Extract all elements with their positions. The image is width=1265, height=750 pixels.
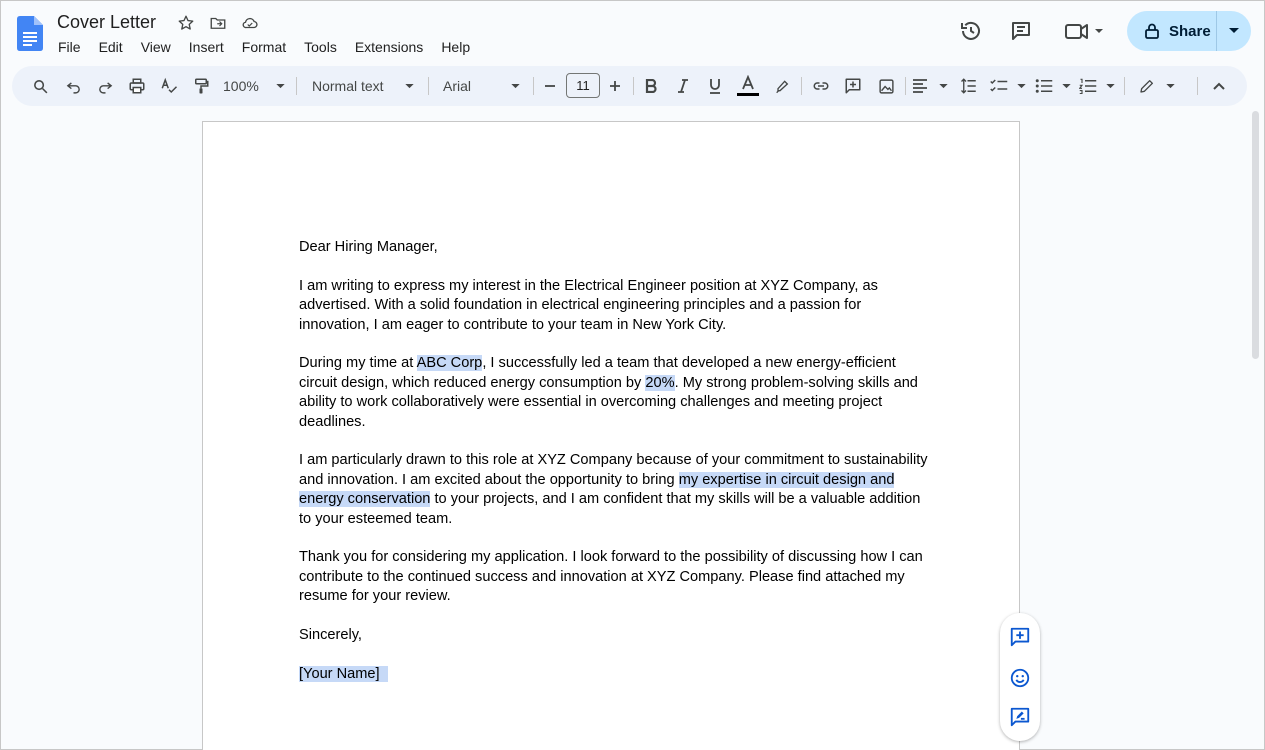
menu-extensions[interactable]: Extensions — [354, 39, 424, 55]
share-label: Share — [1169, 22, 1211, 40]
toolbar-divider — [801, 77, 802, 95]
zoom-value: 100% — [223, 78, 259, 94]
decrease-font-size-icon[interactable] — [541, 74, 559, 98]
share-button[interactable] — [1127, 11, 1217, 51]
menu-bar — [49, 37, 479, 57]
bulleted-list-select[interactable] — [1035, 74, 1071, 98]
font-size-input[interactable]: 11 — [566, 73, 600, 98]
scrollbar-thumb[interactable] — [1252, 111, 1259, 359]
document-canvas — [1, 109, 1249, 750]
document-page[interactable] — [202, 121, 1020, 750]
toolbar-divider — [428, 77, 429, 95]
font-value: Arial — [443, 78, 472, 94]
formatting-toolbar — [12, 66, 1247, 106]
paragraph-4: Thank you for considering my application. I look forward to the possibility of discussing how I can contribute to the continued success and innovation at XYZ Company. Please find attached my resume for your review. — [299, 549, 923, 605]
side-actions-panel — [1000, 613, 1040, 741]
toolbar-divider — [905, 77, 906, 95]
chevron-down-icon — [1229, 28, 1239, 34]
spelling-check-icon[interactable] — [158, 74, 180, 98]
checklist-select[interactable] — [990, 74, 1026, 98]
chevron-down-icon — [1106, 84, 1115, 89]
font-select[interactable] — [443, 74, 520, 98]
paint-format-icon[interactable] — [190, 74, 212, 98]
highlighted-text: [Your Name] — [299, 666, 388, 682]
chevron-down-icon — [939, 84, 948, 89]
print-icon[interactable] — [126, 74, 148, 98]
toolbar-divider — [1124, 77, 1125, 95]
document-body[interactable] — [299, 238, 929, 704]
vertical-scrollbar[interactable] — [1249, 109, 1264, 750]
numbered-list-icon — [1079, 78, 1097, 94]
menu-help[interactable]: Help — [441, 39, 471, 55]
pencil-icon — [1139, 78, 1155, 94]
bulleted-list-icon — [1035, 78, 1053, 94]
insert-link-icon[interactable] — [810, 74, 832, 98]
zoom-select[interactable] — [223, 74, 285, 98]
increase-font-size-icon[interactable] — [606, 74, 624, 98]
text-run: to your projects, and I am confident that my skills will be a valuable addition to your esteemed team. — [299, 491, 921, 527]
share-options-button[interactable] — [1217, 11, 1251, 51]
hide-menus-icon[interactable] — [1208, 74, 1230, 98]
title-bar — [1, 1, 1264, 65]
document-title[interactable]: Cover Letter — [57, 12, 157, 32]
insert-comment-icon[interactable] — [842, 74, 864, 98]
meet-icon[interactable] — [1063, 19, 1107, 43]
menu-view[interactable]: View — [140, 39, 171, 55]
highlight-color-icon[interactable] — [771, 74, 793, 98]
editing-mode-select[interactable] — [1139, 74, 1175, 98]
paragraph-style-select[interactable] — [312, 74, 414, 98]
chevron-down-icon — [276, 84, 285, 89]
toolbar-divider — [296, 77, 297, 95]
text-run: , I successfully led a team that developed a new energy-efficient circuit design, which reduced energy consumption by — [299, 355, 896, 391]
align-select[interactable] — [912, 74, 948, 98]
add-comment-icon[interactable] — [1008, 625, 1032, 649]
star-icon[interactable] — [176, 13, 196, 33]
chevron-down-icon — [1062, 84, 1071, 89]
menu-tools[interactable]: Tools — [304, 39, 337, 55]
docs-logo-icon[interactable] — [17, 16, 43, 51]
chevron-down-icon — [1166, 84, 1175, 89]
line-spacing-icon[interactable] — [958, 74, 980, 98]
lock-icon — [1145, 23, 1159, 39]
italic-icon[interactable] — [672, 74, 694, 98]
search-menus-icon[interactable] — [29, 74, 51, 98]
chevron-down-icon — [511, 84, 520, 89]
toolbar-divider — [533, 77, 534, 95]
chevron-down-icon — [405, 84, 414, 89]
text-color-icon[interactable] — [736, 74, 760, 98]
comments-icon[interactable] — [1009, 19, 1033, 43]
highlighted-text: ABC Corp — [416, 355, 483, 372]
align-left-icon — [912, 78, 928, 94]
greeting: Dear Hiring Manager, — [299, 239, 438, 255]
share-group — [1127, 11, 1251, 51]
toolbar-divider — [633, 77, 634, 95]
highlighted-text: 20% — [645, 374, 675, 391]
menu-insert[interactable]: Insert — [188, 39, 224, 55]
bold-icon[interactable] — [640, 74, 662, 98]
emoji-reaction-icon[interactable] — [1008, 666, 1032, 690]
move-to-folder-icon[interactable] — [208, 13, 228, 33]
redo-icon[interactable] — [94, 74, 116, 98]
paragraph-3 — [299, 451, 929, 529]
paragraph-1: I am writing to express my interest in the Electrical Engineer position at XYZ Company, as advertised. With a solid foundation in electrical engineering principles and a passion for innovation, I am eager to contribute to your team in New York City. — [299, 277, 878, 333]
checklist-icon — [990, 78, 1008, 94]
menu-format[interactable]: Format — [241, 39, 287, 55]
suggest-edits-icon[interactable] — [1008, 705, 1032, 729]
signature-line — [299, 665, 929, 684]
underline-icon[interactable] — [704, 74, 726, 98]
cloud-saved-icon[interactable] — [240, 13, 260, 33]
insert-image-icon[interactable] — [875, 74, 897, 98]
text-run: I am particularly drawn to this role at XYZ Company because of your commitment to sustainability and innovation. I am excited about the opportunity to bring — [299, 452, 928, 488]
menu-edit[interactable]: Edit — [98, 39, 123, 55]
highlighted-text: my expertise in circuit design and energy conservation — [299, 471, 895, 508]
paragraph-style-value: Normal text — [312, 78, 384, 94]
closing: Sincerely, — [299, 627, 362, 644]
toolbar-divider — [1197, 77, 1198, 95]
undo-icon[interactable] — [62, 74, 84, 98]
text-run: During my time at — [299, 355, 417, 372]
text-run: . My strong problem-solving skills and ability to work collaboratively were essential in overcoming challenges and meeting project deadlines. — [299, 374, 918, 430]
paragraph-2 — [299, 354, 929, 432]
version-history-icon[interactable] — [959, 19, 983, 43]
menu-file[interactable]: File — [58, 39, 81, 55]
numbered-list-select[interactable] — [1079, 74, 1115, 98]
chevron-down-icon — [1017, 84, 1026, 89]
